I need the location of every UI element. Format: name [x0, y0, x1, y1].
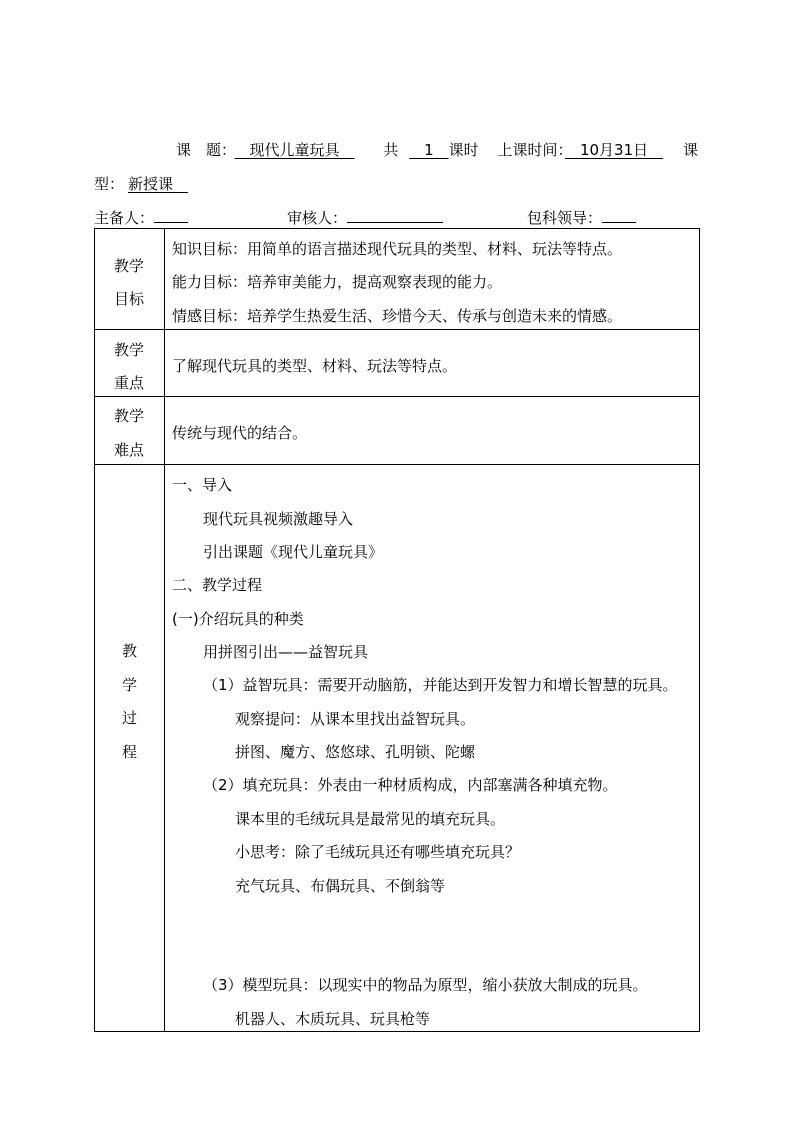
total-label: 共	[383, 141, 399, 159]
process-line-observe: 观察提问：从课本里找出益智玩具。	[235, 710, 476, 728]
difficulties-label-cell	[95, 397, 165, 465]
process-line-model-examples: 机器人、木质玩具、玩具枪等	[235, 1010, 431, 1028]
objectives-label-cell	[95, 229, 165, 330]
class-time: 10月31日	[564, 141, 664, 159]
reviewer-blank	[347, 206, 443, 223]
process-line-subsection-1: (一)介绍玩具的种类	[172, 610, 304, 628]
objective-knowledge: 知识目标：用简单的语言描述现代玩具的类型、材料、玩法等特点。	[172, 240, 623, 258]
key-points-label-2: 重点	[114, 374, 145, 392]
leader-line	[527, 206, 636, 228]
difficulties-label-1: 教学	[114, 407, 145, 425]
course-label: 课 题：	[176, 141, 229, 159]
process-line-video: 现代玩具视频激趣导入	[203, 510, 354, 528]
key-points-content-cell	[165, 330, 700, 397]
objectives-row	[95, 229, 700, 330]
difficulties-label-2: 难点	[114, 441, 145, 459]
type-label-right: 课	[683, 141, 699, 159]
difficulties-text: 传统与现代的结合。	[172, 424, 308, 442]
process-line-item-3: （3）模型玩具：以现实中的物品为原型，缩小获放大制成的玩具。	[203, 976, 648, 994]
process-label-char-1: 教	[122, 642, 138, 660]
process-line-puzzle: 用拼图引出——益智玩具	[203, 643, 369, 661]
process-label-char-4: 程	[122, 743, 138, 761]
reviewer-line	[287, 206, 443, 228]
type-line	[94, 174, 188, 194]
key-points-label-1: 教学	[114, 341, 145, 359]
process-line-plush: 课本里的毛绒玩具是最常见的填充玩具。	[235, 810, 506, 828]
process-row	[95, 465, 700, 1032]
leader-blank	[602, 206, 636, 223]
leader-label: 包科领导：	[527, 209, 603, 227]
process-line-think: 小思考：除了毛绒玩具还有哪些填充玩具？	[235, 843, 521, 861]
type-label: 型：	[94, 175, 125, 193]
period-count: 1	[409, 141, 449, 159]
key-points-label-cell	[95, 330, 165, 397]
objective-emotion: 情感目标：培养学生热爱生活、珍惜今天、传承与创造未来的情感。	[172, 307, 623, 325]
lesson-plan-table	[94, 228, 700, 1032]
difficulties-row	[95, 397, 700, 465]
process-line-puzzle-examples: 拼图、魔方、悠悠球、孔明锁、陀螺	[235, 743, 476, 761]
objectives-label-2: 目标	[114, 290, 145, 308]
course-title: 现代儿童玩具	[234, 141, 355, 159]
process-line-intro: 一、导入	[172, 476, 233, 494]
preparer-label: 主备人：	[94, 209, 155, 227]
process-line-filled-examples: 充气玩具、布偶玩具、不倒翁等	[235, 877, 446, 895]
reviewer-label: 审核人：	[287, 209, 348, 227]
process-content-cell	[165, 465, 700, 1032]
key-points-text: 了解现代玩具的类型、材料、玩法等特点。	[172, 357, 458, 375]
process-label-char-3: 过	[122, 709, 138, 727]
process-label-char-2: 学	[122, 676, 138, 694]
objectives-label-1: 教学	[114, 257, 145, 275]
process-line-item-2: （2）填充玩具：外表由一种材质构成，内部塞满各种填充物。	[203, 776, 618, 794]
process-line-topic: 引出课题《现代儿童玩具》	[203, 543, 384, 561]
time-label: 上课时间：	[497, 141, 565, 159]
difficulties-content-cell	[165, 397, 700, 465]
process-label-cell	[95, 465, 165, 1032]
objective-ability: 能力目标：培养审美能力，提高观察表现的能力。	[172, 273, 503, 291]
header-line	[176, 140, 663, 160]
preparer-line	[94, 206, 188, 228]
period-unit: 课时	[448, 141, 479, 159]
preparer-blank	[154, 206, 188, 223]
process-line-section-2: 二、教学过程	[172, 576, 263, 594]
objectives-content-cell	[165, 229, 700, 330]
class-type: 新授课	[128, 175, 189, 193]
key-points-row	[95, 330, 700, 397]
process-line-item-1: （1）益智玩具：需要开动脑筋，并能达到开发智力和增长智慧的玩具。	[203, 676, 678, 694]
